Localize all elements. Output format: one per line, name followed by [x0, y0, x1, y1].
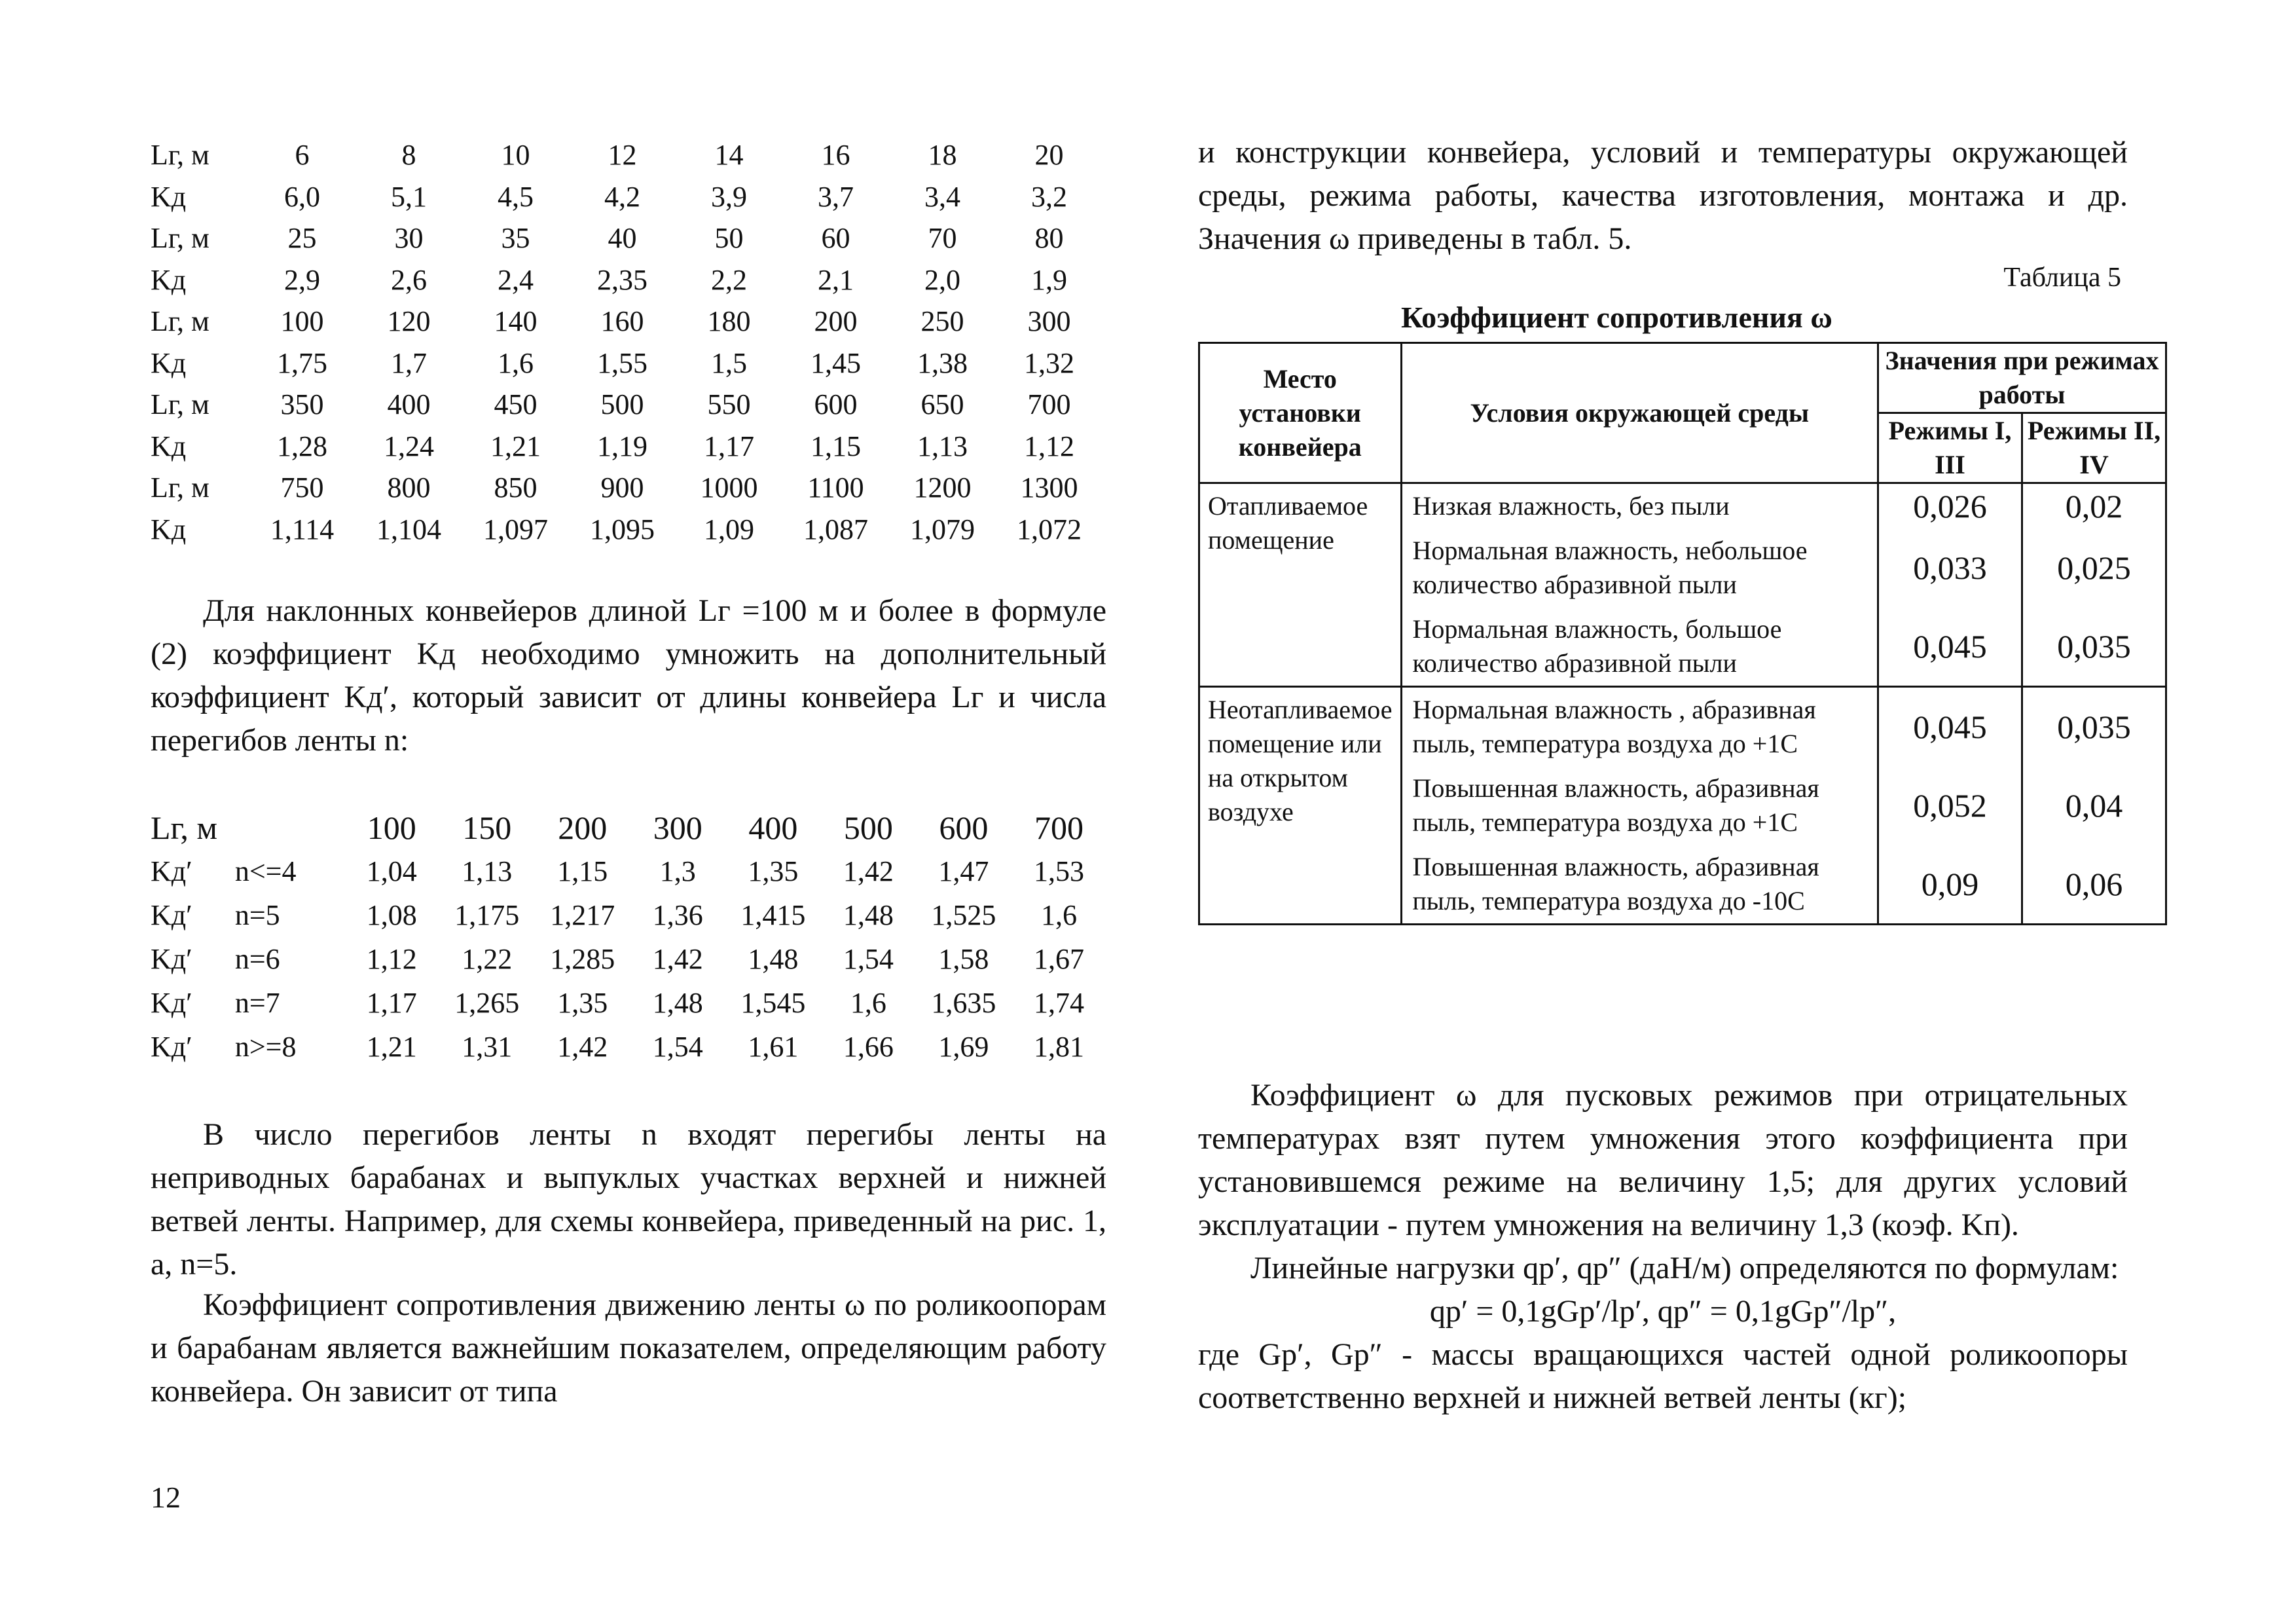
length-table-cell: 18	[928, 139, 957, 172]
table-label: Таблица 5	[2003, 263, 2121, 293]
length-table-cell: 500	[600, 388, 644, 421]
length-table-row	[151, 301, 1102, 342]
omega-value-mode-1: 0,045	[1878, 607, 2022, 687]
bend-table-header-cell: 300	[653, 809, 702, 846]
length-table-cell: 1,5	[711, 346, 747, 379]
header-mode-1: Режимы I, III	[1878, 413, 2022, 483]
length-table-cell: 100	[280, 305, 324, 338]
length-table-cell: 1,45	[811, 346, 861, 379]
bend-table-row-n: n<=4	[234, 855, 297, 887]
bend-table-cell: 1,6	[1040, 899, 1077, 931]
bend-table-cell: 1,36	[652, 899, 703, 931]
resistance-coefficient-table	[1198, 342, 2167, 925]
length-table-row-label: Kд	[151, 430, 187, 462]
length-table-cell: 1,75	[277, 346, 327, 379]
length-table-row-label: Lг, м	[151, 471, 210, 504]
environment-condition-cell: Нормальная влажность, небольшое количество абразивной пыли	[1401, 528, 1878, 607]
bend-table-cell: 1,61	[748, 1031, 799, 1063]
length-table-cell: 650	[920, 388, 964, 421]
length-table-cell: 1,087	[803, 513, 868, 545]
omega-header-row-1	[1199, 343, 2166, 413]
length-table-cell: 900	[600, 471, 644, 504]
length-table-cell: 1,24	[384, 430, 434, 462]
bend-table-cell: 1,47	[938, 855, 989, 887]
bend-table-cell: 1,42	[843, 855, 894, 887]
length-table-row	[151, 509, 1102, 551]
length-table-row	[151, 217, 1102, 259]
length-table-cell: 2,1	[818, 263, 854, 296]
length-table-row-label: Lг, м	[151, 139, 210, 172]
right-page-lower-text	[1198, 1074, 2128, 1420]
length-table-cell: 1200	[913, 471, 972, 504]
length-table-cell: 550	[707, 388, 751, 421]
length-table-cell: 1,7	[391, 346, 427, 379]
bend-table-row	[151, 849, 1106, 893]
length-table-cell: 400	[387, 388, 431, 421]
length-table-cell: 14	[714, 139, 744, 172]
paragraph-where: где Gр′, Gр″ - массы вращающихся частей одной роликоопоры соответственно верхней и нижней ветвей ленты (кг);	[1198, 1337, 2128, 1415]
paragraph-top: и конструкции конвейера, условий и температуры окружающей среды, режима работы, качества изготовления, монтажа и др. Значения ω приведены в табл. 5.	[1198, 135, 2128, 256]
length-table-cell: 140	[494, 305, 538, 338]
length-table-cell: 1,17	[704, 430, 754, 462]
length-table-cell: 70	[928, 222, 957, 255]
length-table-cell: 1,13	[917, 430, 968, 462]
bend-table-cell: 1,54	[843, 943, 894, 975]
bend-table-row	[151, 981, 1106, 1025]
length-table-cell: 800	[387, 471, 431, 504]
bend-table-header-row	[151, 805, 1106, 849]
bend-table-cell: 1,54	[652, 1031, 703, 1063]
bend-table-cell: 1,81	[1033, 1031, 1084, 1063]
header-place: Место установки конвейера	[1199, 343, 1402, 483]
bend-table-cell: 1,525	[931, 899, 996, 931]
bend-table-cell: 1,217	[550, 899, 615, 931]
length-table-cell: 3,2	[1031, 180, 1067, 213]
length-table-cell: 3,9	[711, 180, 747, 213]
length-table-row-label: Kд	[151, 180, 187, 213]
bend-table-header-cell: 700	[1034, 809, 1084, 846]
omega-value-mode-2: 0,06	[2022, 845, 2166, 925]
bend-table-row	[151, 893, 1106, 937]
bend-table-cell: 1,42	[557, 1031, 608, 1063]
bend-table-cell: 1,265	[454, 987, 520, 1019]
bend-table-cell: 1,635	[931, 987, 996, 1019]
length-table-cell: 2,0	[924, 263, 960, 296]
environment-condition-cell: Нормальная влажность, большое количество абразивной пыли	[1401, 607, 1878, 687]
bend-table-cell: 1,13	[462, 855, 513, 887]
environment-condition-cell: Нормальная влажность , абразивная пыль, температура воздуха до +1С	[1401, 687, 1878, 767]
length-table-cell: 6,0	[284, 180, 320, 213]
bend-table-header-n	[235, 805, 344, 849]
bend-table-cell: 1,67	[1033, 943, 1084, 975]
length-table-row-label: Kд	[151, 263, 187, 296]
omega-value-mode-1: 0,045	[1878, 687, 2022, 767]
installation-place-cell: Неотапливаемое помещение или на открытом воздухе	[1199, 687, 1402, 925]
length-table-row-label: Lг, м	[151, 388, 210, 421]
left-page	[151, 0, 1106, 1624]
length-table-cell: 350	[280, 388, 324, 421]
length-table-cell: 250	[920, 305, 964, 338]
bend-table-row-label: Kд′	[151, 1031, 192, 1063]
bend-table-cell: 1,42	[652, 943, 703, 975]
environment-condition-cell: Низкая влажность, без пыли	[1401, 483, 1878, 529]
length-table-cell: 1,21	[490, 430, 541, 462]
bend-table-header-cell: 100	[367, 809, 416, 846]
length-table-cell: 40	[608, 222, 637, 255]
bend-table-row	[151, 1025, 1106, 1069]
bend-table-header-cell: 400	[748, 809, 798, 846]
bend-table-cell: 1,74	[1033, 987, 1084, 1019]
length-table-cell: 2,4	[498, 263, 534, 296]
bend-table-cell: 1,31	[462, 1031, 513, 1063]
length-table-cell: 200	[814, 305, 858, 338]
header-mode-2: Режимы II, IV	[2022, 413, 2166, 483]
length-table-cell: 2,2	[711, 263, 747, 296]
length-table-cell: 3,7	[818, 180, 854, 213]
bend-table-cell: 1,35	[748, 855, 799, 887]
bend-table-header-cell: 150	[462, 809, 512, 846]
paragraph-start-modes: Коэффициент ω для пусковых режимов при отрицательных температурах взят путем умножения этого коэффициента при установившемся режиме на величину 1,5; для других условий эксплуатации - путем умножения на величину 1,3 (коэф. Kп).	[1198, 1078, 2128, 1242]
bend-table-cell: 1,175	[454, 899, 520, 931]
header-conditions: Условия окружающей среды	[1401, 343, 1878, 483]
length-table-cell: 1,079	[910, 513, 975, 545]
omega-value-mode-2: 0,035	[2022, 607, 2166, 687]
length-table-cell: 60	[821, 222, 850, 255]
length-table-cell: 1,19	[597, 430, 647, 462]
length-table-cell: 25	[287, 222, 317, 255]
length-table-cell: 12	[608, 139, 637, 172]
length-table-cell: 1,28	[277, 430, 327, 462]
length-table-row-label: Lг, м	[151, 305, 210, 338]
length-table-cell: 120	[387, 305, 431, 338]
length-table-cell: 35	[501, 222, 530, 255]
omega-value-mode-1: 0,026	[1878, 483, 2022, 529]
bend-table-cell: 1,35	[557, 987, 608, 1019]
bend-table-cell: 1,3	[659, 855, 696, 887]
bend-table-cell: 1,21	[366, 1031, 417, 1063]
installation-place-cell: Отапливаемое помещение	[1199, 483, 1402, 687]
bend-coefficient-table	[151, 805, 1106, 1069]
bend-table-cell: 1,12	[366, 943, 417, 975]
length-table-cell: 1100	[807, 471, 864, 504]
length-table-cell: 6	[295, 139, 310, 172]
length-table-cell: 1,12	[1024, 430, 1074, 462]
bend-table-header-cell: 500	[843, 809, 893, 846]
bend-table-cell: 1,48	[843, 899, 894, 931]
length-table-cell: 850	[494, 471, 538, 504]
length-table-row	[151, 426, 1102, 468]
length-table-cell: 1,072	[1017, 513, 1082, 545]
paragraph-resistance: Коэффициент сопротивления движению ленты ω по роликоопорам и барабанам является важнейшим показателем, определяющим работу конвейера. Он зависит от типа	[151, 1287, 1106, 1409]
length-table-row-label: Kд	[151, 513, 187, 545]
bend-table-cell: 1,22	[462, 943, 513, 975]
length-table-cell: 1,104	[376, 513, 441, 545]
page-number: 12	[151, 1481, 181, 1514]
bend-table-row-label: Kд′	[151, 855, 192, 887]
length-table-cell: 300	[1027, 305, 1071, 338]
length-table-cell: 1,55	[597, 346, 647, 379]
length-table-cell: 2,9	[284, 263, 320, 296]
bend-table-cell: 1,58	[938, 943, 989, 975]
length-table-cell: 1,9	[1031, 263, 1067, 296]
environment-condition-cell: Повышенная влажность, абразивная пыль, температура воздуха до +1С	[1401, 766, 1878, 845]
bend-table-row	[151, 937, 1106, 981]
length-table-cell: 1,38	[917, 346, 968, 379]
bend-table-row-label: Kд′	[151, 899, 192, 931]
paragraph-loads: Линейные нагрузки qр′, qр″ (даН/м) определяются по формулам:	[1250, 1251, 2119, 1285]
length-table-cell: 2,6	[391, 263, 427, 296]
length-table-row	[151, 176, 1102, 218]
length-table-cell: 1,097	[483, 513, 548, 545]
bend-table-cell: 1,69	[938, 1031, 989, 1063]
omega-table-row	[1199, 483, 2166, 529]
bend-table-cell: 1,48	[748, 943, 799, 975]
length-table-cell: 16	[821, 139, 850, 172]
environment-condition-cell: Повышенная влажность, абразивная пыль, температура воздуха до -10С	[1401, 845, 1878, 925]
length-table-row	[151, 259, 1102, 301]
length-table-cell: 4,2	[604, 180, 640, 213]
bend-table-row-n: n=5	[234, 899, 280, 931]
length-table-cell: 1,095	[590, 513, 655, 545]
formula: qр′ = 0,1gGр′/lр′, qр″ = 0,1gGр″/lр″,	[1429, 1294, 1897, 1329]
omega-value-mode-2: 0,02	[2022, 483, 2166, 529]
omega-value-mode-2: 0,025	[2022, 528, 2166, 607]
bend-table-cell: 1,04	[366, 855, 417, 887]
table-title: Коэффициент сопротивления ω	[1401, 301, 1832, 334]
bend-table-header-label: Lг, м	[151, 809, 218, 846]
length-table-cell: 4,5	[498, 180, 534, 213]
bend-table-cell: 1,53	[1033, 855, 1084, 887]
header-values-group: Значения при режимах работы	[1878, 343, 2166, 413]
length-table-cell: 5,1	[391, 180, 427, 213]
length-table-cell: 600	[814, 388, 858, 421]
length-table-cell: 80	[1034, 222, 1064, 255]
length-table-cell: 10	[501, 139, 530, 172]
bend-table-row-label: Kд′	[151, 943, 192, 975]
omega-value-mode-1: 0,09	[1878, 845, 2022, 925]
length-table-row	[151, 467, 1102, 509]
right-page	[1198, 0, 2161, 1624]
length-table-cell: 1,15	[811, 430, 861, 462]
bend-table-cell: 1,17	[366, 987, 417, 1019]
length-table-cell: 1,32	[1024, 346, 1074, 379]
omega-table-row	[1199, 687, 2166, 767]
length-table-cell: 700	[1027, 388, 1071, 421]
bend-table-row-label: Kд′	[151, 987, 192, 1019]
length-table-row	[151, 134, 1102, 176]
bend-table-header-cell: 600	[939, 809, 989, 846]
length-coefficient-table	[151, 134, 1102, 550]
bend-table-row-n: n>=8	[234, 1031, 297, 1063]
length-table-cell: 3,4	[924, 180, 960, 213]
omega-value-mode-2: 0,04	[2022, 766, 2166, 845]
paragraph-inclined: Для наклонных конвейеров длиной Lг =100 м и более в формуле (2) коэффициент Kд необходимо умножить на дополнительный коэффициент Kд′, который зависит от длины конвейера Lг и числа перегибов ленты n:	[151, 593, 1106, 758]
length-table-cell: 750	[280, 471, 324, 504]
length-table-cell: 450	[494, 388, 538, 421]
length-table-cell: 160	[600, 305, 644, 338]
length-table-cell: 180	[707, 305, 751, 338]
length-table-cell: 1000	[700, 471, 758, 504]
bend-table-cell: 1,48	[652, 987, 703, 1019]
length-table-cell: 1,6	[498, 346, 534, 379]
length-table-cell: 8	[401, 139, 416, 172]
omega-value-mode-1: 0,052	[1878, 766, 2022, 845]
bend-table-cell: 1,08	[366, 899, 417, 931]
length-table-cell: 20	[1034, 139, 1064, 172]
bend-table-cell: 1,545	[740, 987, 806, 1019]
length-table-cell: 1,114	[270, 513, 335, 545]
length-table-cell: 1,09	[704, 513, 754, 545]
bend-table-cell: 1,66	[843, 1031, 894, 1063]
length-table-cell: 1300	[1020, 471, 1078, 504]
length-table-cell: 30	[394, 222, 424, 255]
length-table-row-label: Kд	[151, 346, 187, 379]
bend-table-header-cell: 200	[558, 809, 608, 846]
length-table-row	[151, 342, 1102, 384]
length-table-row-label: Lг, м	[151, 222, 210, 255]
bend-table-cell: 1,285	[550, 943, 615, 975]
omega-value-mode-1: 0,033	[1878, 528, 2022, 607]
bend-table-cell: 1,6	[850, 987, 886, 1019]
bend-table-row-n: n=7	[234, 987, 280, 1019]
length-table-cell: 2,35	[597, 263, 647, 296]
length-table-row	[151, 384, 1102, 426]
omega-value-mode-2: 0,035	[2022, 687, 2166, 767]
paragraph-bends: В число перегибов ленты n входят перегибы ленты на неприводных барабанах и выпуклых участках верхней и нижней ветвей ленты. Например, для схемы конвейера, приведенный на рис. 1, а, n=5.	[151, 1117, 1106, 1282]
bend-table-cell: 1,415	[740, 899, 806, 931]
bend-table-cell: 1,15	[557, 855, 608, 887]
bend-table-row-n: n=6	[234, 943, 280, 975]
length-table-cell: 50	[714, 222, 744, 255]
